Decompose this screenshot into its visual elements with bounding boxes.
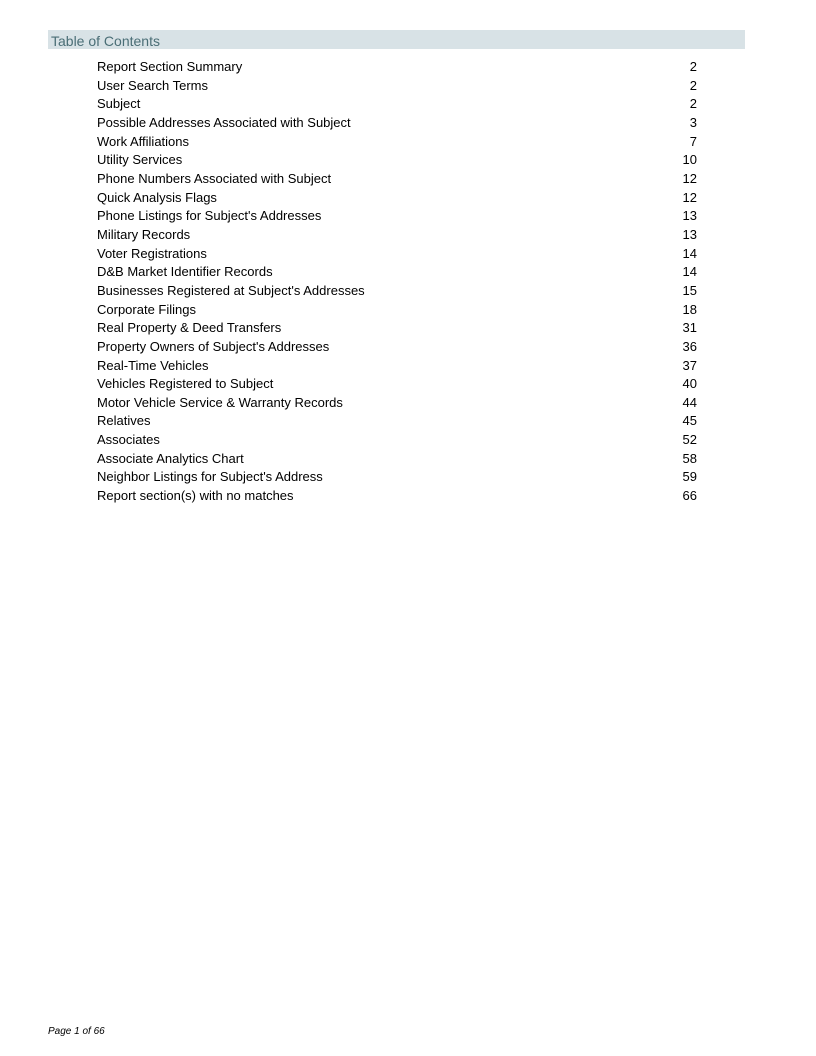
- toc-title: Table of Contents: [51, 33, 160, 49]
- toc-entry-label[interactable]: Neighbor Listings for Subject's Address: [97, 469, 323, 485]
- toc-entry-label[interactable]: User Search Terms: [97, 77, 209, 93]
- toc-entry-label[interactable]: Real Property & Deed Transfers: [97, 320, 282, 336]
- toc-entry-label[interactable]: Possible Addresses Associated with Subject: [97, 114, 351, 130]
- toc-entry[interactable]: [97, 245, 697, 264]
- toc-entry-page-number[interactable]: 15: [682, 282, 697, 298]
- toc-entry[interactable]: [97, 282, 697, 301]
- toc-entry[interactable]: [97, 170, 697, 189]
- toc-entry[interactable]: [97, 58, 697, 77]
- toc-entry[interactable]: [97, 95, 697, 114]
- toc-entry-page-number[interactable]: 31: [682, 320, 697, 336]
- toc-entry[interactable]: [97, 412, 697, 431]
- toc-entry[interactable]: [97, 468, 697, 487]
- toc-entry-page-number[interactable]: 14: [682, 264, 697, 280]
- toc-entry[interactable]: [97, 319, 697, 338]
- toc-entry[interactable]: [97, 487, 697, 506]
- toc-entry[interactable]: [97, 226, 697, 245]
- toc-entry[interactable]: [97, 133, 697, 152]
- toc-entry-page-number[interactable]: 3: [689, 114, 697, 130]
- toc-entry-label[interactable]: Report Section Summary: [97, 59, 243, 74]
- toc-entry-label[interactable]: Phone Numbers Associated with Subject: [97, 170, 332, 186]
- toc-entry-page-number[interactable]: 37: [682, 357, 697, 373]
- toc-entry[interactable]: [97, 450, 697, 469]
- toc-entry-page-number[interactable]: 12: [682, 189, 697, 205]
- toc-entry-label[interactable]: Relatives: [97, 413, 151, 429]
- toc-entry-page-number[interactable]: 2: [689, 77, 697, 93]
- toc-entry-page-number[interactable]: 40: [682, 376, 697, 392]
- page-indicator: Page 1 of 66: [48, 1026, 105, 1037]
- toc-entry[interactable]: [97, 431, 697, 450]
- toc-header: [48, 30, 745, 49]
- toc-entry-page-number[interactable]: 66: [682, 488, 697, 504]
- toc-entry[interactable]: [97, 301, 697, 320]
- toc-entry-label[interactable]: Motor Vehicle Service & Warranty Records: [97, 394, 343, 410]
- toc-entry[interactable]: [97, 151, 697, 170]
- toc-entry-label[interactable]: Utility Services: [97, 152, 183, 168]
- toc-entry[interactable]: [97, 114, 697, 133]
- toc-entry-label[interactable]: Associates: [97, 432, 160, 448]
- toc-entry-label[interactable]: Voter Registrations: [97, 245, 207, 261]
- toc-entry-label[interactable]: Subject: [97, 96, 141, 112]
- toc-entry-page-number[interactable]: 45: [682, 413, 697, 429]
- toc-entry-label[interactable]: Phone Listings for Subject's Addresses: [97, 208, 322, 224]
- toc-entry-page-number[interactable]: 7: [689, 133, 697, 149]
- toc-entry-label[interactable]: Associate Analytics Chart: [97, 450, 244, 466]
- toc-entry-label[interactable]: Report section(s) with no matches: [97, 488, 294, 504]
- toc-entry-page-number[interactable]: 52: [682, 432, 697, 448]
- toc-entry-page-number[interactable]: 10: [682, 152, 697, 168]
- toc-entry-page-number[interactable]: 2: [689, 96, 697, 112]
- toc-entry-page-number[interactable]: 13: [682, 208, 697, 224]
- toc-list: [97, 58, 697, 506]
- toc-entry-label[interactable]: Military Records: [97, 226, 191, 242]
- toc-entry-page-number[interactable]: 12: [682, 170, 697, 186]
- toc-entry-page-number[interactable]: 18: [682, 301, 697, 317]
- toc-entry[interactable]: [97, 394, 697, 413]
- toc-entry-page-number[interactable]: 2: [689, 59, 697, 74]
- toc-entry[interactable]: [97, 338, 697, 357]
- toc-entry[interactable]: [97, 189, 697, 208]
- toc-entry-label[interactable]: Vehicles Registered to Subject: [97, 376, 274, 392]
- toc-entry-label[interactable]: Quick Analysis Flags: [97, 189, 217, 205]
- toc-entry[interactable]: [97, 375, 697, 394]
- toc-entry-page-number[interactable]: 14: [682, 245, 697, 261]
- toc-entry-page-number[interactable]: 58: [682, 450, 697, 466]
- toc-entry-label[interactable]: D&B Market Identifier Records: [97, 264, 273, 280]
- toc-entry-page-number[interactable]: 44: [682, 394, 697, 410]
- toc-entry[interactable]: [97, 357, 697, 376]
- toc-entry-page-number[interactable]: 13: [682, 226, 697, 242]
- toc-entry[interactable]: [97, 77, 697, 96]
- toc-entry-label[interactable]: Businesses Registered at Subject's Addresses: [97, 282, 365, 298]
- toc-entry-label[interactable]: Property Owners of Subject's Addresses: [97, 338, 330, 354]
- toc-entry[interactable]: [97, 263, 697, 282]
- toc-entry-label[interactable]: Work Affiliations: [97, 133, 190, 149]
- toc-entry-label[interactable]: Real-Time Vehicles: [97, 357, 209, 373]
- toc-entry-page-number[interactable]: 36: [682, 338, 697, 354]
- toc-entry-page-number[interactable]: 59: [682, 469, 697, 485]
- toc-entry-label[interactable]: Corporate Filings: [97, 301, 196, 317]
- toc-entry[interactable]: [97, 207, 697, 226]
